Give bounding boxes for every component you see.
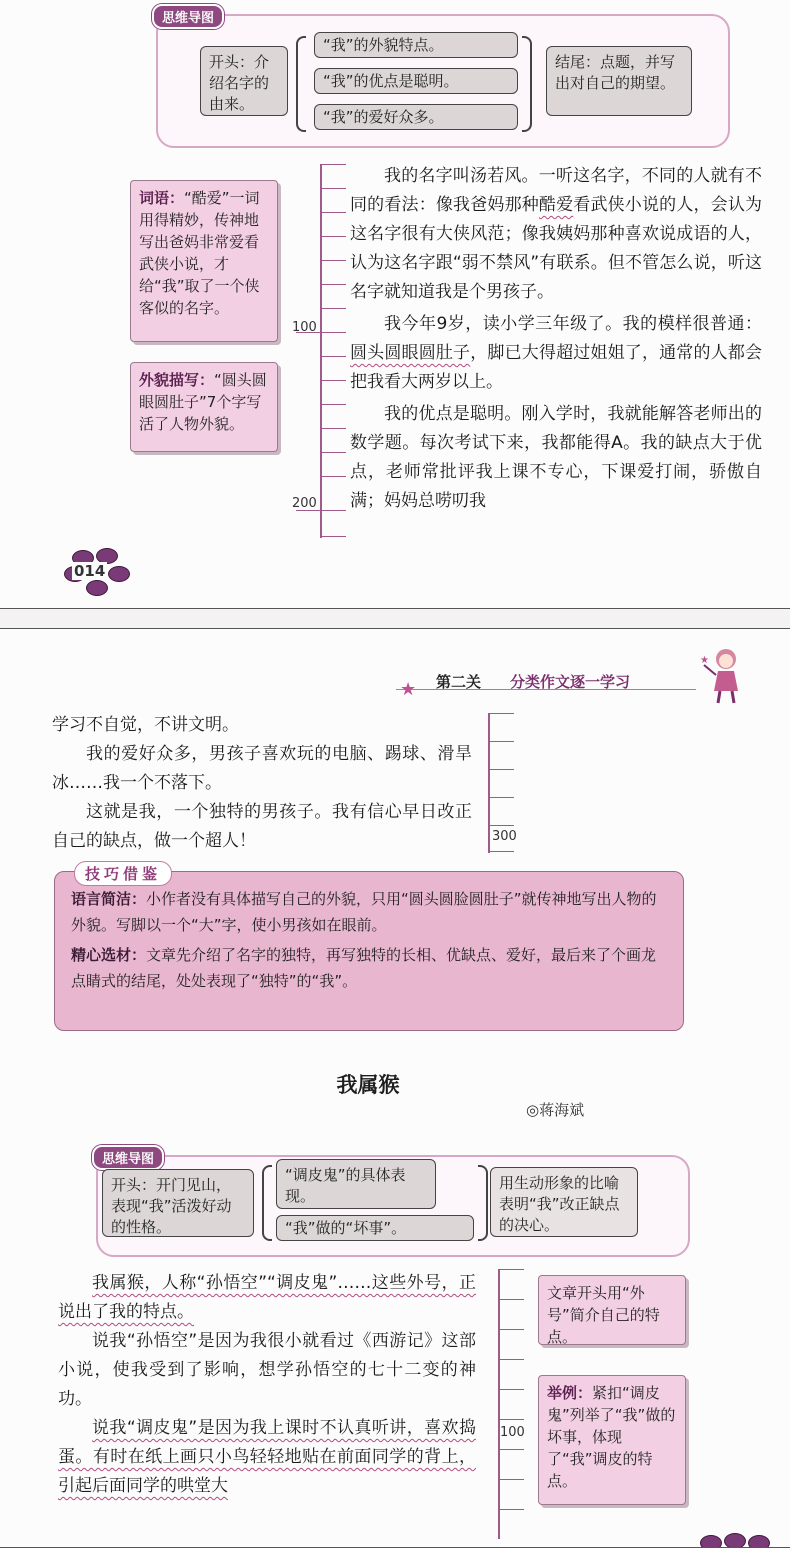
paragraph: 说我“孙悟空”是因为我很小就看过《西游记》这部小说，使我受到了影响，想学孙悟空的七十二变的神功。: [58, 1331, 476, 1409]
essay-title: 我属猴: [336, 1073, 400, 1097]
paragraph: 我的爱好众多，男孩子喜欢玩的电脑、踢球、滑旱冰……我一个不落下。: [52, 744, 472, 793]
note-text: 紧扣“调皮鬼”列举了“我”做的坏事，体现了“我”调皮的特点。: [547, 1384, 676, 1490]
mindmap-middle-2: “我”的优点是聪明。: [314, 68, 518, 94]
tips-tag: 技巧借鉴: [74, 861, 172, 886]
paragraph: 说我“调皮鬼”是因为我上课时不认真听讲，喜欢捣蛋。有时在纸上画只小鸟轻轻地贴在前面同学的背上，引起后面同学的哄堂大: [58, 1418, 476, 1496]
paragraph: 这就是我，一个独特的男孩子。我有信心早日改正自己的缺点，做一个超人！: [52, 802, 472, 851]
mindmap-start: 开头：开门见山，表现“我”活泼好动的性格。: [102, 1169, 254, 1237]
word-count-ruler: [498, 1269, 500, 1539]
side-note-2: [538, 1375, 686, 1505]
side-note-1: [538, 1275, 686, 1345]
note-text: “酷爱”一词用得精妙，传神地写出爸妈非常爱看武侠小说，才给“我”取了一个侠客似的名字。: [139, 189, 260, 317]
mindmap-middle-2: “我”做的“坏事”。: [276, 1215, 474, 1241]
essay-body: [350, 162, 762, 516]
tip-item: 语言简洁：小作者没有具体描写自己的外貌，只用“圆头圆脸圆肚子”就传神地写出人物的外貌。写脚以一个“大”字，使小男孩如在眼前。: [71, 890, 657, 934]
side-note-1: [130, 180, 278, 342]
essay-author: ◎蒋海斌: [526, 1101, 585, 1119]
mindmap-end: 结尾：点题，并写出对自己的期望。: [546, 46, 692, 116]
essay-body: [58, 1269, 476, 1501]
word-count-ruler: [488, 713, 490, 853]
mindmap-middle-1: “调皮鬼”的具体表现。: [276, 1159, 436, 1209]
paragraph: 学习不自觉，不讲文明。: [52, 715, 239, 735]
word-count-ruler: [320, 164, 322, 538]
star-icon: ★: [400, 679, 417, 700]
ruler-label-300: 300: [492, 829, 517, 844]
ruler-label-100: 100: [292, 320, 317, 335]
ruler-label-100: 100: [500, 1425, 525, 1440]
svg-text:★: ★: [700, 655, 709, 666]
mindmap-tag: 思维导图: [92, 1145, 164, 1170]
top-page: [0, 0, 790, 609]
paragraph: 我今年9岁，读小学三年级了。我的模样很普通：圆头圆眼圆肚子，脚已大得超过姐姐了，通常的人都会把我看大两岁以上。: [350, 314, 763, 392]
header-section: 第二关: [436, 673, 482, 691]
left-brace: [296, 36, 306, 132]
ruler-label-200: 200: [292, 496, 317, 511]
tips-box: [54, 871, 684, 1031]
paragraph: 我的名字叫汤若风。一听这名字，不同的人就有不同的看法：像我爸妈那种酷爱看武侠小说的人，会认为这名字很有大侠风范；像我姨妈那种喜欢说成语的人，认为这名字跟“弱不禁风”有联系。但不管怎么说，听这名字就知道我是个男孩子。: [350, 166, 763, 302]
note-label: 词语：: [139, 189, 185, 207]
mindmap-middle-3: “我”的爱好众多。: [314, 104, 518, 130]
note-label: 外貌描写：: [139, 371, 215, 389]
paragraph: 我的优点是聪明。刚入学时，我就能解答老师出的数学题。每次考试下来，我都能得A。我的缺点大于优点，老师常批评我上课不专心，下课爱打闹，骄傲自满；妈妈总唠叨我: [350, 404, 762, 511]
note-text: “圆头圆眼圆肚子”7个字写活了人物外貌。: [139, 371, 267, 433]
right-brace: [478, 1165, 488, 1241]
tip-item: 精心选材：文章先介绍了名字的独特，再写独特的长相、优缺点、爱好，最后来了个画龙点睛式的结尾，处处表现了“独特”的“我”。: [71, 946, 657, 990]
essay-continuation: [52, 711, 472, 856]
header-title: 分类作文逐一学习: [510, 673, 631, 691]
right-brace: [522, 36, 532, 132]
mindmap-start: 开头：介绍名字的由来。: [200, 46, 288, 116]
mindmap-end: 用生动形象的比喻表明“我”改正缺点的决心。: [490, 1167, 638, 1237]
mindmap-middle-1: “我”的外貌特点。: [314, 32, 518, 58]
side-note-2: [130, 362, 278, 452]
mindmap-tag: 思维导图: [152, 4, 224, 29]
left-brace: [262, 1165, 272, 1241]
note-label: 举例：: [547, 1384, 593, 1402]
note-text: 文章开头用“外号”简介自己的特点。: [547, 1284, 660, 1346]
bottom-page: [0, 628, 790, 1548]
page-number: 014: [74, 562, 106, 580]
fairy-girl-illustration: [700, 643, 750, 705]
paragraph: 我属猴，人称“孙悟空”“调皮鬼”……这些外号，正说出了我的特点。: [58, 1273, 476, 1322]
